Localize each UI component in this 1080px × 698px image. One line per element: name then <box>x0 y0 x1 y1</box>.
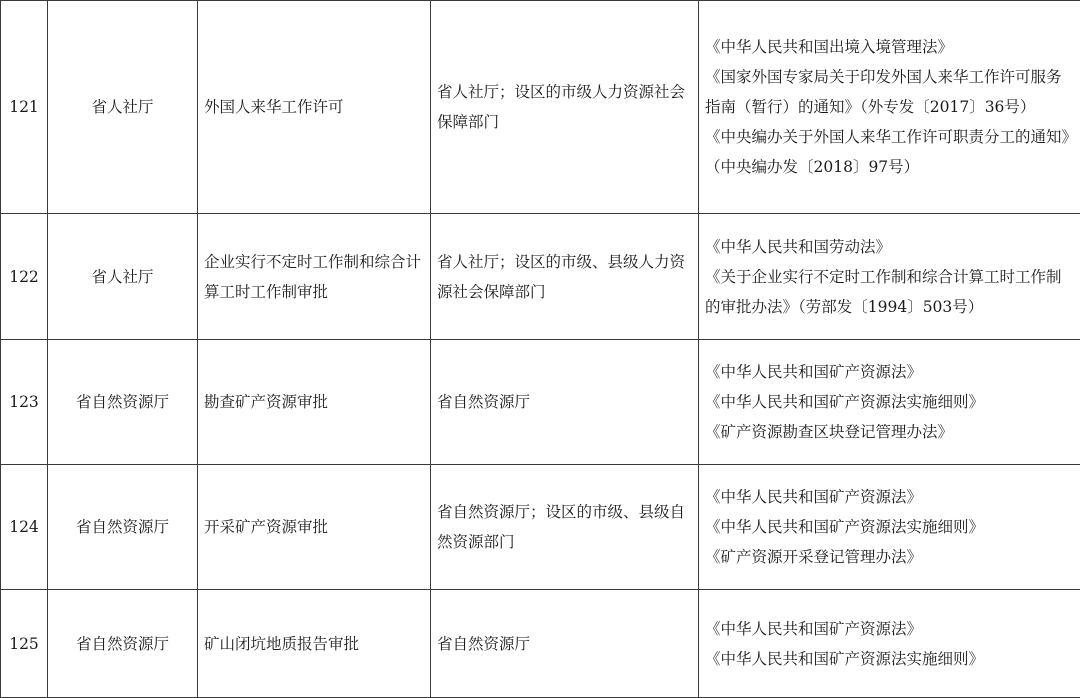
row-number: 121 <box>1 1 48 214</box>
implementing-authority-cell: 省自然资源厅 <box>431 340 699 465</box>
implementing-authority-cell: 省人社厅；设区的市级、县级人力资源社会保障部门 <box>431 214 699 340</box>
legal-basis-cell <box>699 465 1080 590</box>
legal-basis-line: 《中华人民共和国矿产资源法实施细则》 <box>705 512 1074 542</box>
legal-basis-cell <box>699 340 1080 465</box>
table-row <box>1 1 1080 214</box>
legal-basis-line: 《中央编办关于外国人来华工作许可职责分工的通知》（中央编办发〔2018〕97号） <box>705 122 1074 182</box>
table-row <box>1 214 1080 340</box>
legal-basis-line: 《矿产资源开采登记管理办法》 <box>705 542 1074 572</box>
legal-basis-line: 《中华人民共和国出境入境管理法》 <box>705 32 1074 62</box>
table-row <box>1 465 1080 590</box>
department-cell: 省自然资源厅 <box>48 465 198 590</box>
legal-basis-line: 《国家外国专家局关于印发外国人来华工作许可服务指南（暂行）的通知》（外专发〔2017〕36号） <box>705 62 1074 122</box>
legal-basis-line: 《中华人民共和国矿产资源法》 <box>705 357 1074 387</box>
legal-basis-cell <box>699 590 1080 698</box>
row-number: 124 <box>1 465 48 590</box>
legal-basis-line: 《中华人民共和国矿产资源法》 <box>705 482 1074 512</box>
legal-basis-line: 《关于企业实行不定时工作制和综合计算工时工作制的审批办法》（劳部发〔1994〕503号） <box>705 262 1074 322</box>
legal-basis-line: 《中华人民共和国矿产资源法实施细则》 <box>705 644 1074 674</box>
approval-item-cell: 勘查矿产资源审批 <box>198 340 431 465</box>
table-row <box>1 340 1080 465</box>
table-row <box>1 590 1080 698</box>
department-cell: 省人社厅 <box>48 1 198 214</box>
legal-basis-cell <box>699 1 1080 214</box>
legal-basis-cell <box>699 214 1080 340</box>
legal-basis-line: 《中华人民共和国劳动法》 <box>705 232 1074 262</box>
implementing-authority-cell: 省自然资源厅 <box>431 590 699 698</box>
implementing-authority-cell: 省自然资源厅；设区的市级、县级自然资源部门 <box>431 465 699 590</box>
row-number: 123 <box>1 340 48 465</box>
implementing-authority-cell: 省人社厅；设区的市级人力资源社会保障部门 <box>431 1 699 214</box>
row-number: 125 <box>1 590 48 698</box>
approval-item-cell: 开采矿产资源审批 <box>198 465 431 590</box>
department-cell: 省人社厅 <box>48 214 198 340</box>
department-cell: 省自然资源厅 <box>48 590 198 698</box>
legal-basis-line: 《中华人民共和国矿产资源法实施细则》 <box>705 387 1074 417</box>
approval-item-cell: 企业实行不定时工作制和综合计算工时工作制审批 <box>198 214 431 340</box>
legal-basis-line: 《矿产资源勘查区块登记管理办法》 <box>705 417 1074 447</box>
approval-item-cell: 外国人来华工作许可 <box>198 1 431 214</box>
legal-basis-line: 《中华人民共和国矿产资源法》 <box>705 614 1074 644</box>
department-cell: 省自然资源厅 <box>48 340 198 465</box>
row-number: 122 <box>1 214 48 340</box>
approval-item-cell: 矿山闭坑地质报告审批 <box>198 590 431 698</box>
